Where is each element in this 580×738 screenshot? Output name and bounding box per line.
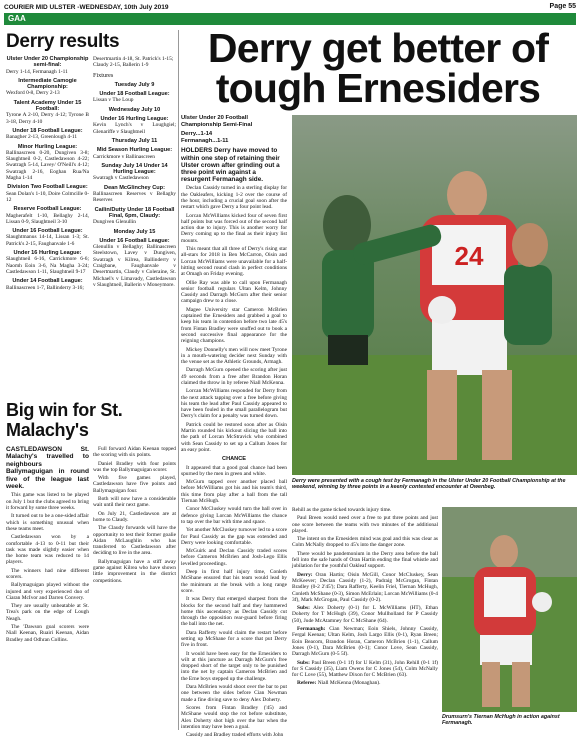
paragraph: With five games played, Castledawson have five points and Ballymaguigan four. [93, 475, 176, 494]
result-block [6, 128, 89, 141]
result-block [93, 91, 176, 104]
paragraph: McGuirk and Declan Cassidy traded scores before Cameron McBrien and Josh-Lego Ellis levelled proceedings. [181, 548, 287, 567]
score-line-fermanagh: Fermanagh...1-11 [181, 137, 229, 144]
match-photo-1 [292, 115, 577, 475]
paragraph: It turned out to be a one-sided affair which is something unusual when these teams meet. [6, 513, 89, 532]
fixtures-list [93, 82, 176, 288]
results-column-2 [93, 56, 176, 396]
paragraph: Full forward Aidan Keenan topped the scoring with six points. [93, 446, 176, 459]
result-title: Thursday July 11 [111, 137, 158, 144]
second-story-column-1 [6, 446, 89, 734]
lineup-entry [292, 626, 438, 657]
column-divider [178, 30, 179, 730]
chance-subheading: CHANCE [222, 456, 246, 463]
paragraph: Darragh McGurn opened the scoring after just 49 seconds from a free after Brandon Horan claimed the throw in by referee Niall McKenna. [181, 367, 287, 386]
paragraph: Daniel Bradley with four points was the top Ballymaguigan scorer. [93, 460, 176, 473]
result-block [6, 206, 89, 225]
lineup-text: Alex Doherty (0-1) for L McWilliams (HT), Ethan Doherty for T McHugh (39), Conor Mullholland for P Cassidy (50), Jude McAtamney for C McShane (64). [292, 605, 438, 624]
result-block [93, 116, 176, 135]
result-title: Under 14 Football League: [12, 278, 83, 285]
result-title: Minor Hurling League: [17, 143, 78, 150]
lineup-label: Subs: [297, 659, 310, 666]
result-body: Lissan v The Loup [93, 97, 134, 104]
paragraph: On July 21, Castledawson are at home to Claudy. [93, 510, 176, 523]
paragraph: Yet another McCluskey turnover led to a score for Paul Cassidy as the gap was extended and Derry were looking comfortable. [181, 527, 287, 546]
result-title: Ulster Under 20 Championship semi-final: [6, 56, 89, 69]
result-body: Ballinascreen 1-7, Ballinderry 3-16; [6, 284, 84, 291]
paragraph: Dara McBrien would shoot over the bar to put one between the sides before Cian Newman made a fine diving save to deny Alex Doherty. [181, 684, 287, 703]
paper-title: COURIER MID ULSTER -WEDNESDAY, 10th July 2019 [4, 4, 169, 11]
result-block [6, 100, 89, 125]
result-body: Wexford 0-8, Derry 2-13 [6, 90, 60, 97]
story-body-2 [181, 465, 287, 738]
result-block [93, 207, 176, 226]
paragraph: Ballymaguigan have a stiff away game against Kilrea who have shown little improvement in the district competitions. [93, 558, 176, 584]
result-title: Division Two Football League: [7, 184, 88, 191]
result-body: Sean Dolan's 1-10, Doire Colmcille 0-12 [6, 190, 89, 203]
main-story-column-1 [181, 115, 287, 738]
result-title: Sunday July 14 Under 14 Hurling League: [101, 162, 168, 176]
result-block [93, 163, 176, 182]
result-body: Magherafelt 1-10, Bellaghy 2-14, Lissan 0-9, Slaughtneil 3-10 [6, 212, 89, 225]
result-title: Intermediate Camogie Championship: [18, 77, 77, 91]
paragraph: Scores from Fintan Bradley ('45) and McShane would stop the rot before substitute, Alex Doherty shot high over the bar when the intention may have been a goal. [181, 704, 287, 730]
result-title: Under 16 Football League: [99, 237, 170, 244]
paragraph: The 'Dawson goal scorers were Niall Keenan, Ruairi Keenan, Aidan Bradley and Odhran Collins. [6, 624, 89, 643]
main-story-column-2 [292, 507, 438, 732]
paragraph: McGurn tapped over another placed ball before McWilliams got his and his team's third, this time from play after a ball from the tall Tiernan McHugh. [181, 479, 287, 505]
result-body: Slaughtneil 6-16, Carrickmore 6-6; Naomh Eoin 3-6, Na Magha 3-24; Castledawson 1-11, Slaughtneil 9-17 [6, 256, 89, 275]
main-headline: Derry get better of tough Ernesiders [207, 25, 549, 111]
result-block [6, 144, 89, 182]
story-lead: HOLDERS Derry have moved to within one step of retaining their Ulster crown after grinding out a three point win against a resurgent Fermanagh side. [181, 147, 280, 184]
lineup-entry [292, 680, 438, 686]
paragraph: Ballymaguigan played without the injured and very experienced duo of Ciaran McIvor and Darren Convery. [6, 582, 89, 601]
second-headline: Big win for St. Malachy's [6, 400, 123, 440]
result-body: Ballinascreen Reserves v Bellaghy Reserves [93, 191, 176, 204]
paragraph: Rehill as the game ticked towards injury time. [292, 507, 392, 513]
result-body: Carrickmore v Ballinascreen [93, 153, 155, 160]
result-body: Derry 1-14, Fermanagh 1-11 [6, 68, 68, 75]
paragraph: It was Derry that emerged sharpest from the blocks for the second half and they hammered home this ascendancy as Declan Cassidy cut through the opposition rear-guard before firing the ball into the net. [181, 596, 287, 628]
paragraph: This game was listed to be played on July 1 but the clubs agreed to bring it forward by some three weeks. [6, 492, 89, 512]
lineup-label: Fermanagh: [297, 626, 326, 633]
result-body: Kevin Lynch's v Loughgiel; Glenariffe v Slaughtneil [93, 122, 176, 135]
result-title: Cailin/Dutty Under 18 Football Final, 6pm, Claudy: [94, 206, 175, 219]
photo-1-caption: Derry were presented with a cough test by Fermanagh in the Ulster Under 20 Football Championship at the weekend, winning by three points in a keenly contested encounter at Owenbeg. [292, 478, 566, 491]
match-photo-2-image [442, 507, 577, 712]
story-body-3 [292, 507, 438, 570]
fixtures-heading: Fixtures [93, 71, 114, 79]
story-subhead: Ulster Under 20 Football Championship Semi-Final [181, 115, 253, 128]
result-title: Under 18 Football League: [12, 127, 83, 134]
result-title: Mid Season Hurling League: [96, 147, 173, 154]
second-story-body-1 [6, 446, 89, 643]
result-body: Slaughtmanus 14-14, Lissan 1-3; St. Patrick's 2-15, Faughanvale 1-6 [6, 234, 89, 247]
result-body: Ballinascreen 0-20, Dungiven 3-8; Slaughtneil 0-2, Castledawson 4-22; Swatragh 5-14, Lavey/ O'Neill's 4-12; Swatragh 2-16, Eoghan Rua/Na Magha 1-14 [6, 149, 89, 182]
result-block [6, 56, 89, 75]
lineup-entry [292, 660, 438, 679]
result-body: Glenullin v Bellaghy; Ballinascreen Steelstown, Lavey v Dungiven, Swatragh v Kilrea, Ballinderry v Craigbane, Faughanvale v Desertmartin, Claudy v Coleraine, St. Michael's v Limavady, Castledawson v Slaughtneil, Ballerin v Moneymore. [93, 244, 176, 288]
paragraph: Deep in first half injury time, Conleth McShane ensured that his team would lead by the minimum at the break with a long range score. [181, 569, 287, 594]
lineup-text: Paul Breen (0-1 1f) for U Kelm (31), John Rehill (0-1 1f) for S Cassidy (35), Liam Owens for C Jones (54), Colm McNally for C Love (55), Matthew Dixon for C McBrien (63). [292, 659, 438, 679]
paragraph: Mickey Donnelly's men will now meet Tyrone in a mouth-watering decider next Sunday with the venue set as the Athletic Grounds, Armagh. [181, 346, 287, 366]
paragraph: They are usually unbeatable at St. Trea's park on the edge of Lough Neagh. [6, 603, 89, 622]
score-line-derry: Derry...1-14 [181, 131, 213, 138]
svg-text:24: 24 [454, 241, 484, 271]
second-story-lead: CASTLEDAWSON St. Malachy's travelled to neighbours Ballymaguigan in round five of the league last week. [6, 446, 89, 491]
paragraph: Magee University star Cameron McBrien captained the Ernesiders and grabbed a goal to keep his team in contention before two late 45's from Fintan Bradley were snuffed out to book a second successive final appearance for the reigning champions. [181, 306, 287, 345]
result-body: Swatragh v Castledawson [93, 175, 149, 182]
result-title: Under 16 Football League: [12, 228, 83, 235]
section-bar: GAA [4, 13, 576, 25]
result-block [6, 250, 89, 275]
lineups [292, 572, 438, 687]
result-block [93, 185, 176, 204]
paragraph: The intent on the Ernesiders mind was goal and this was clear as Colm McNally dropped to 45's into the danger zone. [292, 536, 438, 549]
match-photo-1-image [292, 115, 577, 475]
result-body: Banagher 2-13, Greenlough 4-11 [6, 134, 78, 141]
paragraph: Both will now have a considerable wait until their next game. [93, 496, 176, 509]
photo-2-caption: Drumsurn's Tiernan McHugh in action against Fermanagh. [442, 714, 560, 727]
result-block [93, 229, 176, 235]
paragraph: The Claudy forwards will have the opportunity to test their former goalie Aidan McLaughlin who has transferred to Castledawson after deciding to live in the area. [93, 525, 176, 557]
paragraph: Conor McCluskey would turn the ball over in defence giving Lorcan McWilliams the chance to tap over the bar with time and space. [181, 506, 287, 525]
lineup-text: Oran Hartin; Oisin McGill, Conor McCluskey, Sean McKeever; Declan Cassidy (1-2), Padraig McGrogan, Fintan Bradley (0-2 2'45'); Dara Rafferty, Keelin Friel, Tiernan McHugh, Conleth McShane (0-3), Simon McErlain; Lorcan McWilliams (0-4 3f), Mark McGrogan, Paul Cassidy (0-2). [292, 571, 438, 603]
paragraph: It would have been easy for the Ernesiders to wilt at this juncture as Darragh McGurn's free dropped short of the target only to be punished into the net by captain Cameron McBrien and the Erne boys stepped up the challenge. [181, 650, 287, 682]
result-title: Monday July 15 [113, 228, 156, 235]
results-intro: Desertmartin 4-18, St. Patrick's 1-15; Claudy 2-15, Ballerin 1-9 [93, 56, 174, 69]
lineup-entry [292, 572, 438, 603]
paragraph: Declan Cassidy turned in a sterling display for the Oakleafers, kicking 1-2 over the course of the hour, including a crucial goal soon after the restart which gave Derry a four point lead. [181, 185, 287, 211]
lineup-label: Referee: [297, 680, 317, 687]
paragraph: There would be pandemonium in the Derry area before the ball fell into the safe hands of Oran Hartin ending the final whistle and jubilation for the youthful Oakleaf support. [292, 550, 438, 570]
result-title: Under 16 Hurling League: [13, 250, 82, 257]
paragraph: It appeared that a good goal chance had been spurned by the men in green and white. [181, 464, 287, 477]
lineup-label: Derry: [297, 571, 313, 578]
result-block [93, 138, 176, 144]
page-number: Page 55 [549, 3, 576, 10]
second-story-column-2 [93, 446, 176, 734]
paragraph: This meant that all three of Derry's rising star all-stars for 2018 in Ben McCarron, Oisin and Lorcan McWilliams were unavailable for a half-hitting second round clash in perfect conditions at Omagh on Friday evening. [181, 246, 287, 278]
results-heading: Derry results [6, 31, 120, 52]
paragraph: Lorcan McWilliams responded for Derry from the next attack tapping over a free before giving his team the lead after Paul Cassidy appeared to have been fouled in the small parallelogram but Derry's claim for a penalty was turned down. [181, 388, 287, 420]
result-body: Tyrone A 2-10, Derry 4-12; Tyrone B 3-18, Derry 4-10 [6, 112, 89, 125]
lineup-label: Subs: [297, 605, 310, 612]
result-block [93, 238, 176, 288]
result-block [6, 184, 89, 203]
story-body-1 [181, 185, 287, 453]
paragraph: Lorcan McWilliams kicked four of seven first half points but was forced out of the second half action due to injury. This is another worry for Derry coming up to the final as their injury list mounts. [181, 212, 287, 244]
results-column-1 [6, 56, 89, 396]
result-title: Wednesday July 10 [108, 106, 161, 113]
result-title: Tuesday July 9 [114, 81, 155, 88]
paragraph: Paul Breen would need over a free to put three points and just one score between the teams with two minutes of the additional played. [292, 515, 438, 534]
match-photo-2 [442, 507, 577, 712]
result-title: Under 16 Hurling League: [100, 116, 169, 123]
paragraph: Ollie Ray was able to call upon Fermanagh senior football regulars Ultan Kelm, Johnny Cassidy and Darragh McGurn after their senior campaign drew to a close. [181, 279, 287, 305]
paragraph: The winners had nine different scorers. [6, 567, 89, 580]
result-block [93, 82, 176, 88]
result-block [6, 228, 89, 247]
result-body: Dungiven Glenullin [93, 219, 136, 226]
second-story-body-2 [93, 446, 176, 584]
result-block [6, 278, 89, 291]
result-block [6, 78, 89, 97]
result-title: Under 18 Football League: [99, 91, 170, 98]
paragraph: Cassidy and Bradley traded efforts with John [186, 732, 284, 738]
lineup-entry [292, 605, 438, 624]
result-block [93, 107, 176, 113]
result-title: Dean McGlinchey Cup: [104, 184, 165, 191]
result-title: Talent Academy Under 15 Football: [13, 99, 82, 113]
result-title: Reserve Football League: [13, 206, 82, 213]
paragraph: Dara Rafferty would claim the restart before setting up McShane for a score that put Derry five in front. [181, 629, 287, 649]
paragraph: Patrick could be restored soon after as Oisin Martin rounded his kickout slicing the ball into the path of Lorcan McStravick who combined with Sean Cassidy to set up a Callum Jones for an easy point. [181, 421, 287, 453]
lineup-text: Cian Newman; Eoin Shiels, Johnny Cassidy, Fergal Keenan; Ultan Kelm, Josh Largo Ellis (0-1), Ryan Breen; Eoin Beacom, Brandon Horan, Cameron McBrien (1-1), Callum Jones (0-1), Dara McBrien (0-1); Conor Love, Sean Cassidy, Darragh McGurn (0-5 5f). [292, 626, 438, 658]
paragraph: Castledawson won by a comfortable 4-13 to 0-11 but their task was made slightly easier when the home team was reduced to 14 players. [6, 534, 89, 566]
lineup-text: Niall McKenna (Monaghan). [316, 680, 381, 687]
result-block [93, 147, 176, 160]
